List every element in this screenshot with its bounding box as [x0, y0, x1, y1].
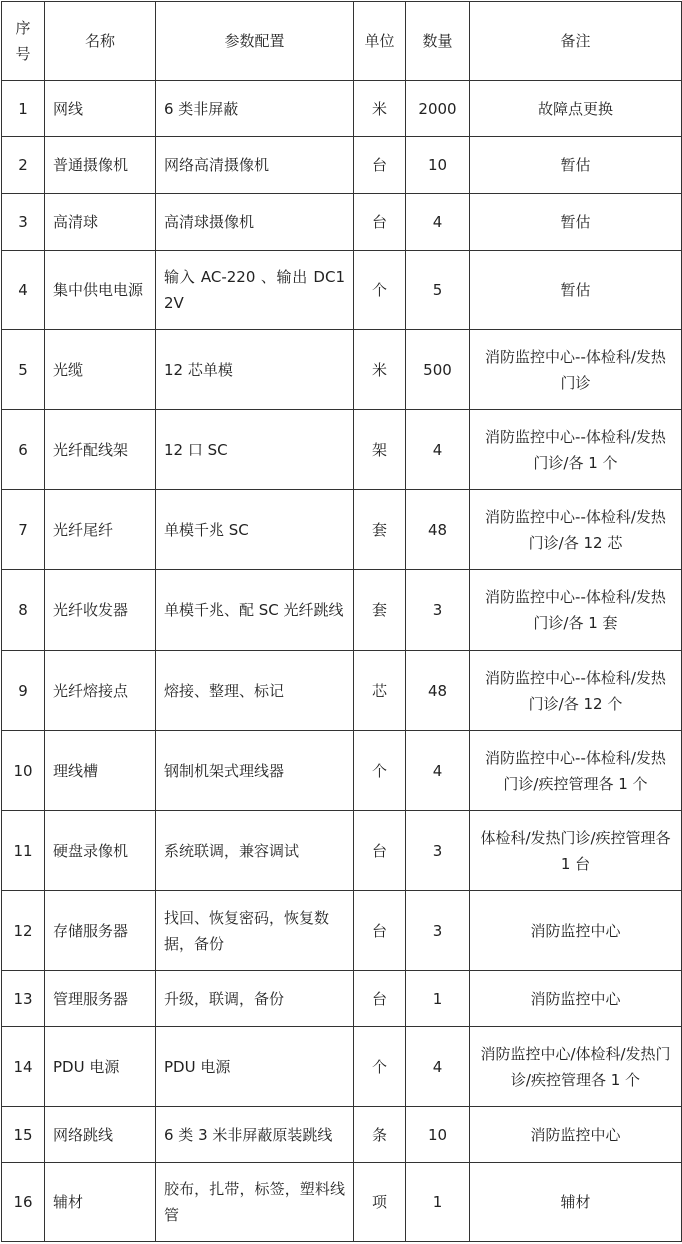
cell-seq: 14: [2, 1027, 45, 1107]
table-row: [2, 81, 682, 137]
cell-unit: 条: [354, 1107, 406, 1163]
header-row: [2, 2, 682, 81]
table-row: [2, 251, 682, 330]
cell-spec: 钢制机架式理线器: [156, 731, 354, 811]
cell-unit: 米: [354, 81, 406, 137]
cell-qty: 48: [406, 490, 470, 570]
cell-name: 管理服务器: [45, 971, 156, 1027]
cell-qty: 500: [406, 330, 470, 410]
cell-name: 光缆: [45, 330, 156, 410]
cell-remark: 暂估: [470, 137, 682, 194]
table-row: [2, 891, 682, 971]
cell-name: 高清球: [45, 194, 156, 251]
cell-qty: 3: [406, 570, 470, 651]
cell-seq: 7: [2, 490, 45, 570]
cell-unit: 个: [354, 731, 406, 811]
header-name: 名称: [45, 2, 156, 81]
cell-remark: 体检科/发热门诊/疾控管理各 1 台: [470, 811, 682, 891]
cell-seq: 6: [2, 410, 45, 490]
cell-name: 光纤尾纤: [45, 490, 156, 570]
cell-spec: 单模千兆 SC: [156, 490, 354, 570]
table-row: [2, 137, 682, 194]
cell-spec: 12 芯单模: [156, 330, 354, 410]
equipment-table: [1, 1, 682, 1242]
cell-qty: 4: [406, 194, 470, 251]
cell-unit: 套: [354, 490, 406, 570]
cell-unit: 个: [354, 1027, 406, 1107]
cell-unit: 芯: [354, 651, 406, 731]
cell-seq: 2: [2, 137, 45, 194]
cell-seq: 9: [2, 651, 45, 731]
cell-qty: 2000: [406, 81, 470, 137]
cell-name: 存储服务器: [45, 891, 156, 971]
cell-seq: 1: [2, 81, 45, 137]
cell-name: 网线: [45, 81, 156, 137]
table-row: [2, 1163, 682, 1242]
table-row: [2, 971, 682, 1027]
cell-spec: 高清球摄像机: [156, 194, 354, 251]
cell-qty: 3: [406, 891, 470, 971]
cell-spec: 6 类 3 米非屏蔽原装跳线: [156, 1107, 354, 1163]
cell-qty: 4: [406, 410, 470, 490]
table-row: [2, 490, 682, 570]
cell-seq: 12: [2, 891, 45, 971]
cell-seq: 13: [2, 971, 45, 1027]
cell-remark: 消防监控中心--体检科/发热门诊/疾控管理各 1 个: [470, 731, 682, 811]
cell-qty: 48: [406, 651, 470, 731]
cell-unit: 台: [354, 891, 406, 971]
header-spec: 参数配置: [156, 2, 354, 81]
cell-name: PDU 电源: [45, 1027, 156, 1107]
cell-qty: 4: [406, 731, 470, 811]
cell-name: 网络跳线: [45, 1107, 156, 1163]
cell-remark: 消防监控中心--体检科/发热门诊/各 12 个: [470, 651, 682, 731]
table-row: [2, 1107, 682, 1163]
cell-remark: 故障点更换: [470, 81, 682, 137]
cell-name: 普通摄像机: [45, 137, 156, 194]
cell-remark: 消防监控中心--体检科/发热门诊/各 1 个: [470, 410, 682, 490]
cell-spec: 12 口 SC: [156, 410, 354, 490]
cell-remark: 消防监控中心--体检科/发热门诊/各 12 芯: [470, 490, 682, 570]
header-seq: 序号: [2, 2, 45, 81]
cell-remark: 暂估: [470, 194, 682, 251]
table-row: [2, 410, 682, 490]
cell-remark: 消防监控中心--体检科/发热门诊/各 1 套: [470, 570, 682, 651]
cell-name: 光纤收发器: [45, 570, 156, 651]
cell-name: 辅材: [45, 1163, 156, 1242]
cell-spec: 单模千兆、配 SC 光纤跳线: [156, 570, 354, 651]
cell-remark: 暂估: [470, 251, 682, 330]
cell-remark: 辅材: [470, 1163, 682, 1242]
cell-seq: 5: [2, 330, 45, 410]
cell-name: 理线槽: [45, 731, 156, 811]
cell-remark: 消防监控中心/体检科/发热门诊/疾控管理各 1 个: [470, 1027, 682, 1107]
cell-remark: 消防监控中心: [470, 1107, 682, 1163]
cell-spec: 输入 AC-220 、输出 DC12V: [156, 251, 354, 330]
cell-name: 集中供电电源: [45, 251, 156, 330]
cell-unit: 套: [354, 570, 406, 651]
cell-seq: 16: [2, 1163, 45, 1242]
cell-name: 硬盘录像机: [45, 811, 156, 891]
cell-seq: 4: [2, 251, 45, 330]
cell-qty: 3: [406, 811, 470, 891]
header-unit: 单位: [354, 2, 406, 81]
cell-spec: 系统联调，兼容调试: [156, 811, 354, 891]
table-row: [2, 731, 682, 811]
cell-unit: 项: [354, 1163, 406, 1242]
cell-seq: 8: [2, 570, 45, 651]
table-row: [2, 1027, 682, 1107]
cell-seq: 3: [2, 194, 45, 251]
cell-qty: 5: [406, 251, 470, 330]
table-row: [2, 651, 682, 731]
table-row: [2, 194, 682, 251]
cell-spec: 熔接、整理、标记: [156, 651, 354, 731]
cell-qty: 4: [406, 1027, 470, 1107]
cell-spec: 胶布，扎带，标签，塑料线管: [156, 1163, 354, 1242]
cell-unit: 个: [354, 251, 406, 330]
cell-qty: 10: [406, 137, 470, 194]
header-qty: 数量: [406, 2, 470, 81]
cell-unit: 台: [354, 811, 406, 891]
cell-unit: 台: [354, 971, 406, 1027]
cell-spec: 6 类非屏蔽: [156, 81, 354, 137]
cell-spec: PDU 电源: [156, 1027, 354, 1107]
cell-qty: 1: [406, 971, 470, 1027]
cell-unit: 架: [354, 410, 406, 490]
cell-qty: 1: [406, 1163, 470, 1242]
cell-remark: 消防监控中心: [470, 891, 682, 971]
table-row: [2, 811, 682, 891]
cell-spec: 网络高清摄像机: [156, 137, 354, 194]
table-row: [2, 570, 682, 651]
cell-unit: 台: [354, 137, 406, 194]
cell-qty: 10: [406, 1107, 470, 1163]
cell-seq: 11: [2, 811, 45, 891]
cell-unit: 台: [354, 194, 406, 251]
cell-name: 光纤配线架: [45, 410, 156, 490]
cell-seq: 10: [2, 731, 45, 811]
cell-spec: 升级，联调，备份: [156, 971, 354, 1027]
cell-seq: 15: [2, 1107, 45, 1163]
cell-remark: 消防监控中心--体检科/发热门诊: [470, 330, 682, 410]
cell-name: 光纤熔接点: [45, 651, 156, 731]
cell-remark: 消防监控中心: [470, 971, 682, 1027]
cell-unit: 米: [354, 330, 406, 410]
cell-spec: 找回、恢复密码，恢复数据，备份: [156, 891, 354, 971]
table-row: [2, 330, 682, 410]
header-remark: 备注: [470, 2, 682, 81]
